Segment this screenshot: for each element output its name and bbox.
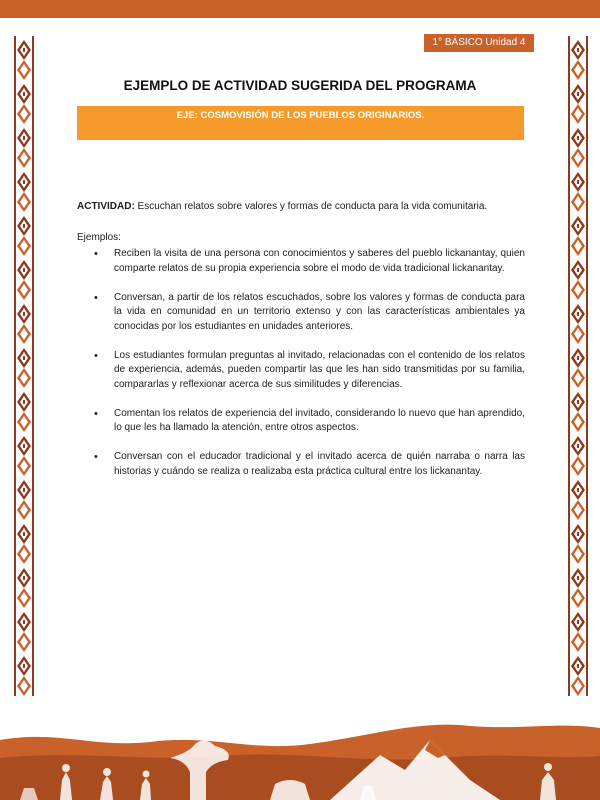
- left-andean-pattern-icon: [13, 36, 35, 696]
- example-item: • Conversan con el educador tradicional y el invitado acerca de quién narraba o narra las historias y cuándo se realiza o realizaba esta práctica cultural entre los lickanantay.: [77, 450, 525, 479]
- activity-text: Escuchan relatos sobre valores y formas de conducta para la vida comunitaria.: [134, 201, 488, 212]
- right-andean-pattern-icon: [567, 36, 589, 696]
- eje-banner: EJE: COSMOVISIÓN DE LOS PUEBLOS ORIGINARIOS.: [77, 106, 524, 140]
- example-item: • Conversan, a partir de los relatos escuchados, sobre los valores y formas de conducta para la vida en comunidad en un territorio extenso y con las características ambientales ya conocidas por los estudiantes en unidades anteriores.: [77, 291, 525, 335]
- activity-content: [77, 200, 525, 494]
- activity-label: ACTIVIDAD:: [77, 201, 135, 212]
- page-title: EJEMPLO DE ACTIVIDAD SUGERIDA DEL PROGRAMA: [123, 78, 477, 93]
- example-item: • Reciben la visita de una persona con conocimientos y saberes del pueblo lickanantay, quien comparte relatos de su propia experiencia sobre el modo de vida tradicional lickanantay.: [77, 247, 525, 276]
- example-item: • Comentan los relatos de experiencia del invitado, considerando lo nuevo que han aprendido, lo que les ha llamado la atención, entre otros aspectos.: [77, 407, 525, 436]
- landscape-illustration-icon: [0, 700, 600, 800]
- examples-label: Ejemplos:: [77, 231, 121, 243]
- activity-line: [77, 200, 525, 215]
- unit-label: 1° BÁSICO Unidad 4: [424, 34, 534, 52]
- example-item: • Los estudiantes formulan preguntas al invitado, relacionadas con el contenido de los relatos de experiencia, además, pueden compartir las que les han sido transmitidas por su familia, compararlas y reflexionar acerca de sus similitudes y diferencias.: [77, 349, 525, 393]
- top-header-bar: [0, 0, 600, 18]
- examples-list: [77, 247, 525, 479]
